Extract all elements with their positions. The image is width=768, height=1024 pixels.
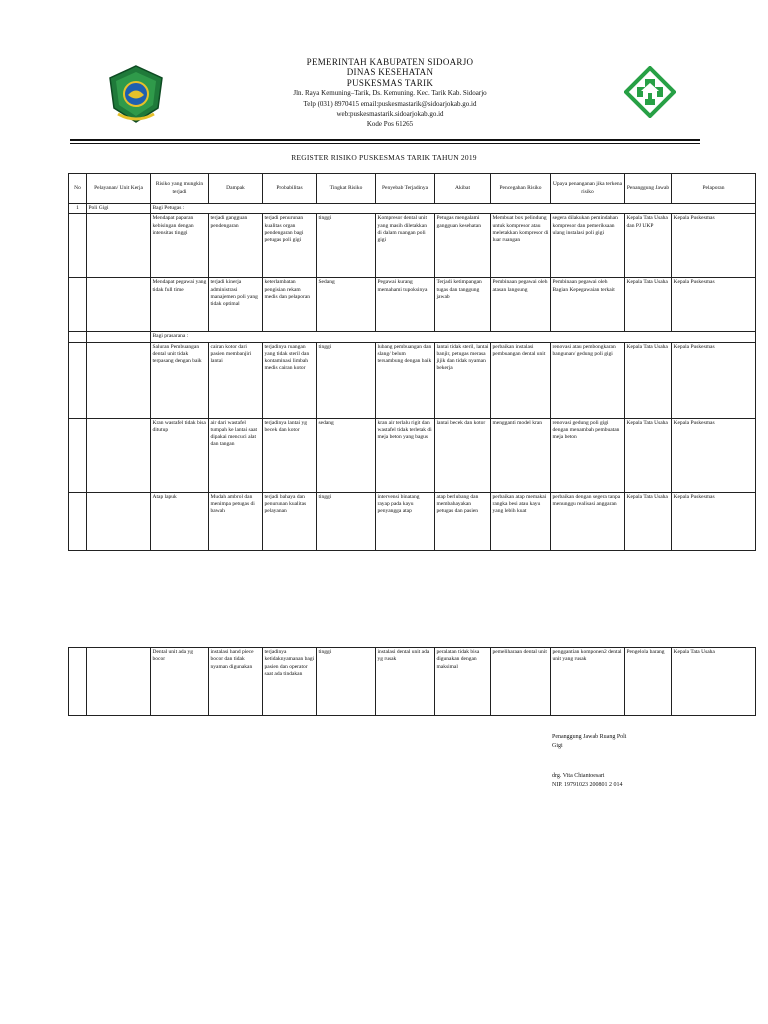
table-row: [69, 492, 756, 550]
risk-register-table: [68, 173, 756, 551]
signature-nip: NIP. 19791023 200801 2 014: [552, 782, 623, 788]
table-cell: lantai tidak steril, lantai banjir, petugas merasa jijik dan tidak nyaman bekerja: [435, 342, 491, 418]
table-cell: kran air terlalu rigit dan wastafel tidak terletak di meja beton yang bagus: [376, 418, 435, 492]
letterhead: [180, 57, 600, 130]
unit-cell: Poli Gigi: [87, 204, 151, 214]
table-cell: tinggi: [317, 214, 376, 278]
column-header: Penyebab Terjadinya: [376, 174, 435, 204]
letterhead-divider: [70, 139, 700, 144]
table-cell: Kran wastafel tidak bisa ditutup: [151, 418, 209, 492]
table-cell: sedang: [317, 418, 376, 492]
table-cell: peralatan tidak bisa digunakan dengan maksimal: [435, 648, 491, 716]
column-header: Upaya penanganan jika terkena risiko: [551, 174, 625, 204]
table-cell: terjadi bahaya dan penurunan kualitas pelayanan: [263, 492, 317, 550]
column-header: Pencegahan Risiko: [491, 174, 551, 204]
table-cell: Kepala Puskesmas: [672, 492, 756, 550]
table-cell: Kompresor dental unit yang masih diletakkan di dalam ruangan poli gigi: [376, 214, 435, 278]
table-cell: keterlambatan pengisian rekam medis dan pelaporan: [263, 278, 317, 332]
table-cell: Pengelola barang: [625, 648, 672, 716]
signature-role-cont: Gigi: [552, 743, 563, 749]
section-label: Bagi prasarana :: [151, 332, 756, 342]
table-cell: penggantian komponen2 dental unit yang rusak: [551, 648, 625, 716]
table-cell: Kepala Puskesmas: [672, 278, 756, 332]
table-row: [69, 342, 756, 418]
table-cell: Kepala Tata Usaha: [625, 418, 672, 492]
puskesmas-logo: [624, 66, 676, 118]
table-cell: segera dilakukan pemindahan kompresor dan pemeriksaan ulang instalasi poli gigi: [551, 214, 625, 278]
table-cell: Atap lapuk: [151, 492, 209, 550]
table-cell: Kepala Puskesmas: [672, 342, 756, 418]
table-cell: Sedang: [317, 278, 376, 332]
table-cell: mengganti model kran: [491, 418, 551, 492]
table-cell: Kepala Tata Usaha: [625, 492, 672, 550]
table-row: [69, 648, 756, 716]
letterhead-website: web:puskesmastarik.sidoarjokab.go.id: [336, 110, 444, 119]
sidoarjo-regency-emblem: [106, 64, 166, 124]
table-cell: lubang pembuangan dan slang/ belum tersambung dengan baik: [376, 342, 435, 418]
table-cell: instalasi hand piece bocor dan tidak nyaman digunakan: [209, 648, 263, 716]
column-header: Dampak: [209, 174, 263, 204]
table-cell: lantai becek dan kotor: [435, 418, 491, 492]
table-cell: Kepala Tata Usaha: [625, 278, 672, 332]
table-cell: Dental unit ada yg bocor: [151, 648, 209, 716]
letterhead-government: PEMERINTAH KABUPATEN SIDOARJO: [306, 57, 474, 67]
table-cell: terjadinya ruangan yang tidak steril dan kontaminasi limbah medis cairan kotor: [263, 342, 317, 418]
table-row: [69, 278, 756, 332]
row-number: 1: [69, 204, 87, 214]
table-cell: cairan kotor dari pasien membanjiri lantai: [209, 342, 263, 418]
table-header-row: [69, 174, 756, 204]
table-cell: Pembinaan pegawai oleh Bagian Kepegawaian terkait: [551, 278, 625, 332]
table-cell: Pegawai kurang memahami tupoksinya: [376, 278, 435, 332]
table-cell: Mendapat pegawai yang tidak full time: [151, 278, 209, 332]
column-header: Penanggung Jawab: [625, 174, 672, 204]
table-cell: atap berlubang dan membahayakan petugas dan pasien: [435, 492, 491, 550]
column-header: No: [69, 174, 87, 204]
table-cell: instalasi dental unit ada yg rusak: [376, 648, 435, 716]
signature-role: Penanggung Jawab Ruang Poli: [552, 734, 627, 740]
table-cell: perbaikan instalasi pembuangan dental unit: [491, 342, 551, 418]
signature-name: drg. Vita Chiantoesari: [552, 773, 605, 779]
table-cell: intervensi binatang rayap pada kayu penyangga atap: [376, 492, 435, 550]
letterhead-address: Jln. Raya Kemuning–Tarik, Ds. Kemuning. Kec. Tarik Kab. Sidoarjo: [293, 89, 487, 98]
section-row-staff: [69, 204, 756, 214]
table-cell: Petugas mengalami gangguan kesehatan: [435, 214, 491, 278]
document-title: REGISTER RISIKO PUSKESMAS TARIK TAHUN 2019: [291, 153, 477, 162]
section-row-infrastructure: [69, 332, 756, 342]
table-cell: perbaikan dengan segera tanpa menunggu realisasi anggaran: [551, 492, 625, 550]
table-cell: terjadi gangguan pendengaran: [209, 214, 263, 278]
letterhead-department: DINAS KESEHATAN: [346, 67, 434, 78]
table-cell: pemeliharaan dental unit: [491, 648, 551, 716]
table-cell: renovasi atau pembongkaran bangunan/ gedung poli gigi: [551, 342, 625, 418]
table-cell: tinggi: [317, 342, 376, 418]
section-label: Bagi Petugas :: [151, 204, 756, 214]
risk-register-table-continued: [68, 647, 756, 716]
table-cell: Kepala Puskesmas: [672, 418, 756, 492]
table-cell: perbaikan atap memakai rangka besi atau kayu yang lebih kuat: [491, 492, 551, 550]
column-header: Pelayanan/ Unit Kerja: [87, 174, 151, 204]
table-cell: terjadinya lantai yg becek dan kotor: [263, 418, 317, 492]
table-cell: terjadi penurunan kualitas organ pendengaran bagi petugas poli gigi: [263, 214, 317, 278]
table-cell: tinggi: [317, 492, 376, 550]
table-cell: Mendapat paparan kebisingan dengan intensitas tinggi: [151, 214, 209, 278]
column-header: Risiko yang mungkin terjadi: [151, 174, 209, 204]
table-cell: air dari wastafel tumpah ke lantai saat dipakai mencuci alat dan tangan: [209, 418, 263, 492]
column-header: Probabilitas: [263, 174, 317, 204]
column-header: Tingkat Risiko: [317, 174, 376, 204]
table-cell: Terjadi ketimpangan tugas dan tanggung jawab: [435, 278, 491, 332]
table-cell: Saluran Pembuangan dental unit tidak terpasang dengan baik: [151, 342, 209, 418]
table-cell: Pembinaan pegawai oleh atasan langsung: [491, 278, 551, 332]
table-cell: Kepala Puskesmas: [672, 214, 756, 278]
table-row: [69, 214, 756, 278]
table-cell: tinggi: [317, 648, 376, 716]
table-cell: terjadi kinerja administrasi manajemen poli yang tidak optimal: [209, 278, 263, 332]
table-cell: renovasi gedung poli gigi dengan menambah pembuatan meja beton: [551, 418, 625, 492]
letterhead-facility: PUSKESMAS TARIK: [346, 77, 434, 88]
letterhead-contact: Telp (031) 8970415 email:puskesmastarik@sidoarjokab.go.id: [303, 99, 477, 108]
column-header: Pelaporan: [672, 174, 756, 204]
table-cell: terjadinya ketidaknyamanan bagi pasien dan operator saat ada tindakan: [263, 648, 317, 716]
table-cell: Kepala Tata Usaha: [625, 342, 672, 418]
table-cell: Membuat box pelindung untuk kompresor atau meletakkan kompresor di luar ruangan: [491, 214, 551, 278]
letterhead-postal-code: Kode Pos 61265: [366, 120, 414, 129]
table-cell: Mudah ambrol dan menimpa petugas di bawah: [209, 492, 263, 550]
column-header: Akibat: [435, 174, 491, 204]
table-row: [69, 418, 756, 492]
table-cell: Kepala Tata Usaha dan PJ UKP: [625, 214, 672, 278]
table-cell: Kepala Tata Usaha: [672, 648, 756, 716]
